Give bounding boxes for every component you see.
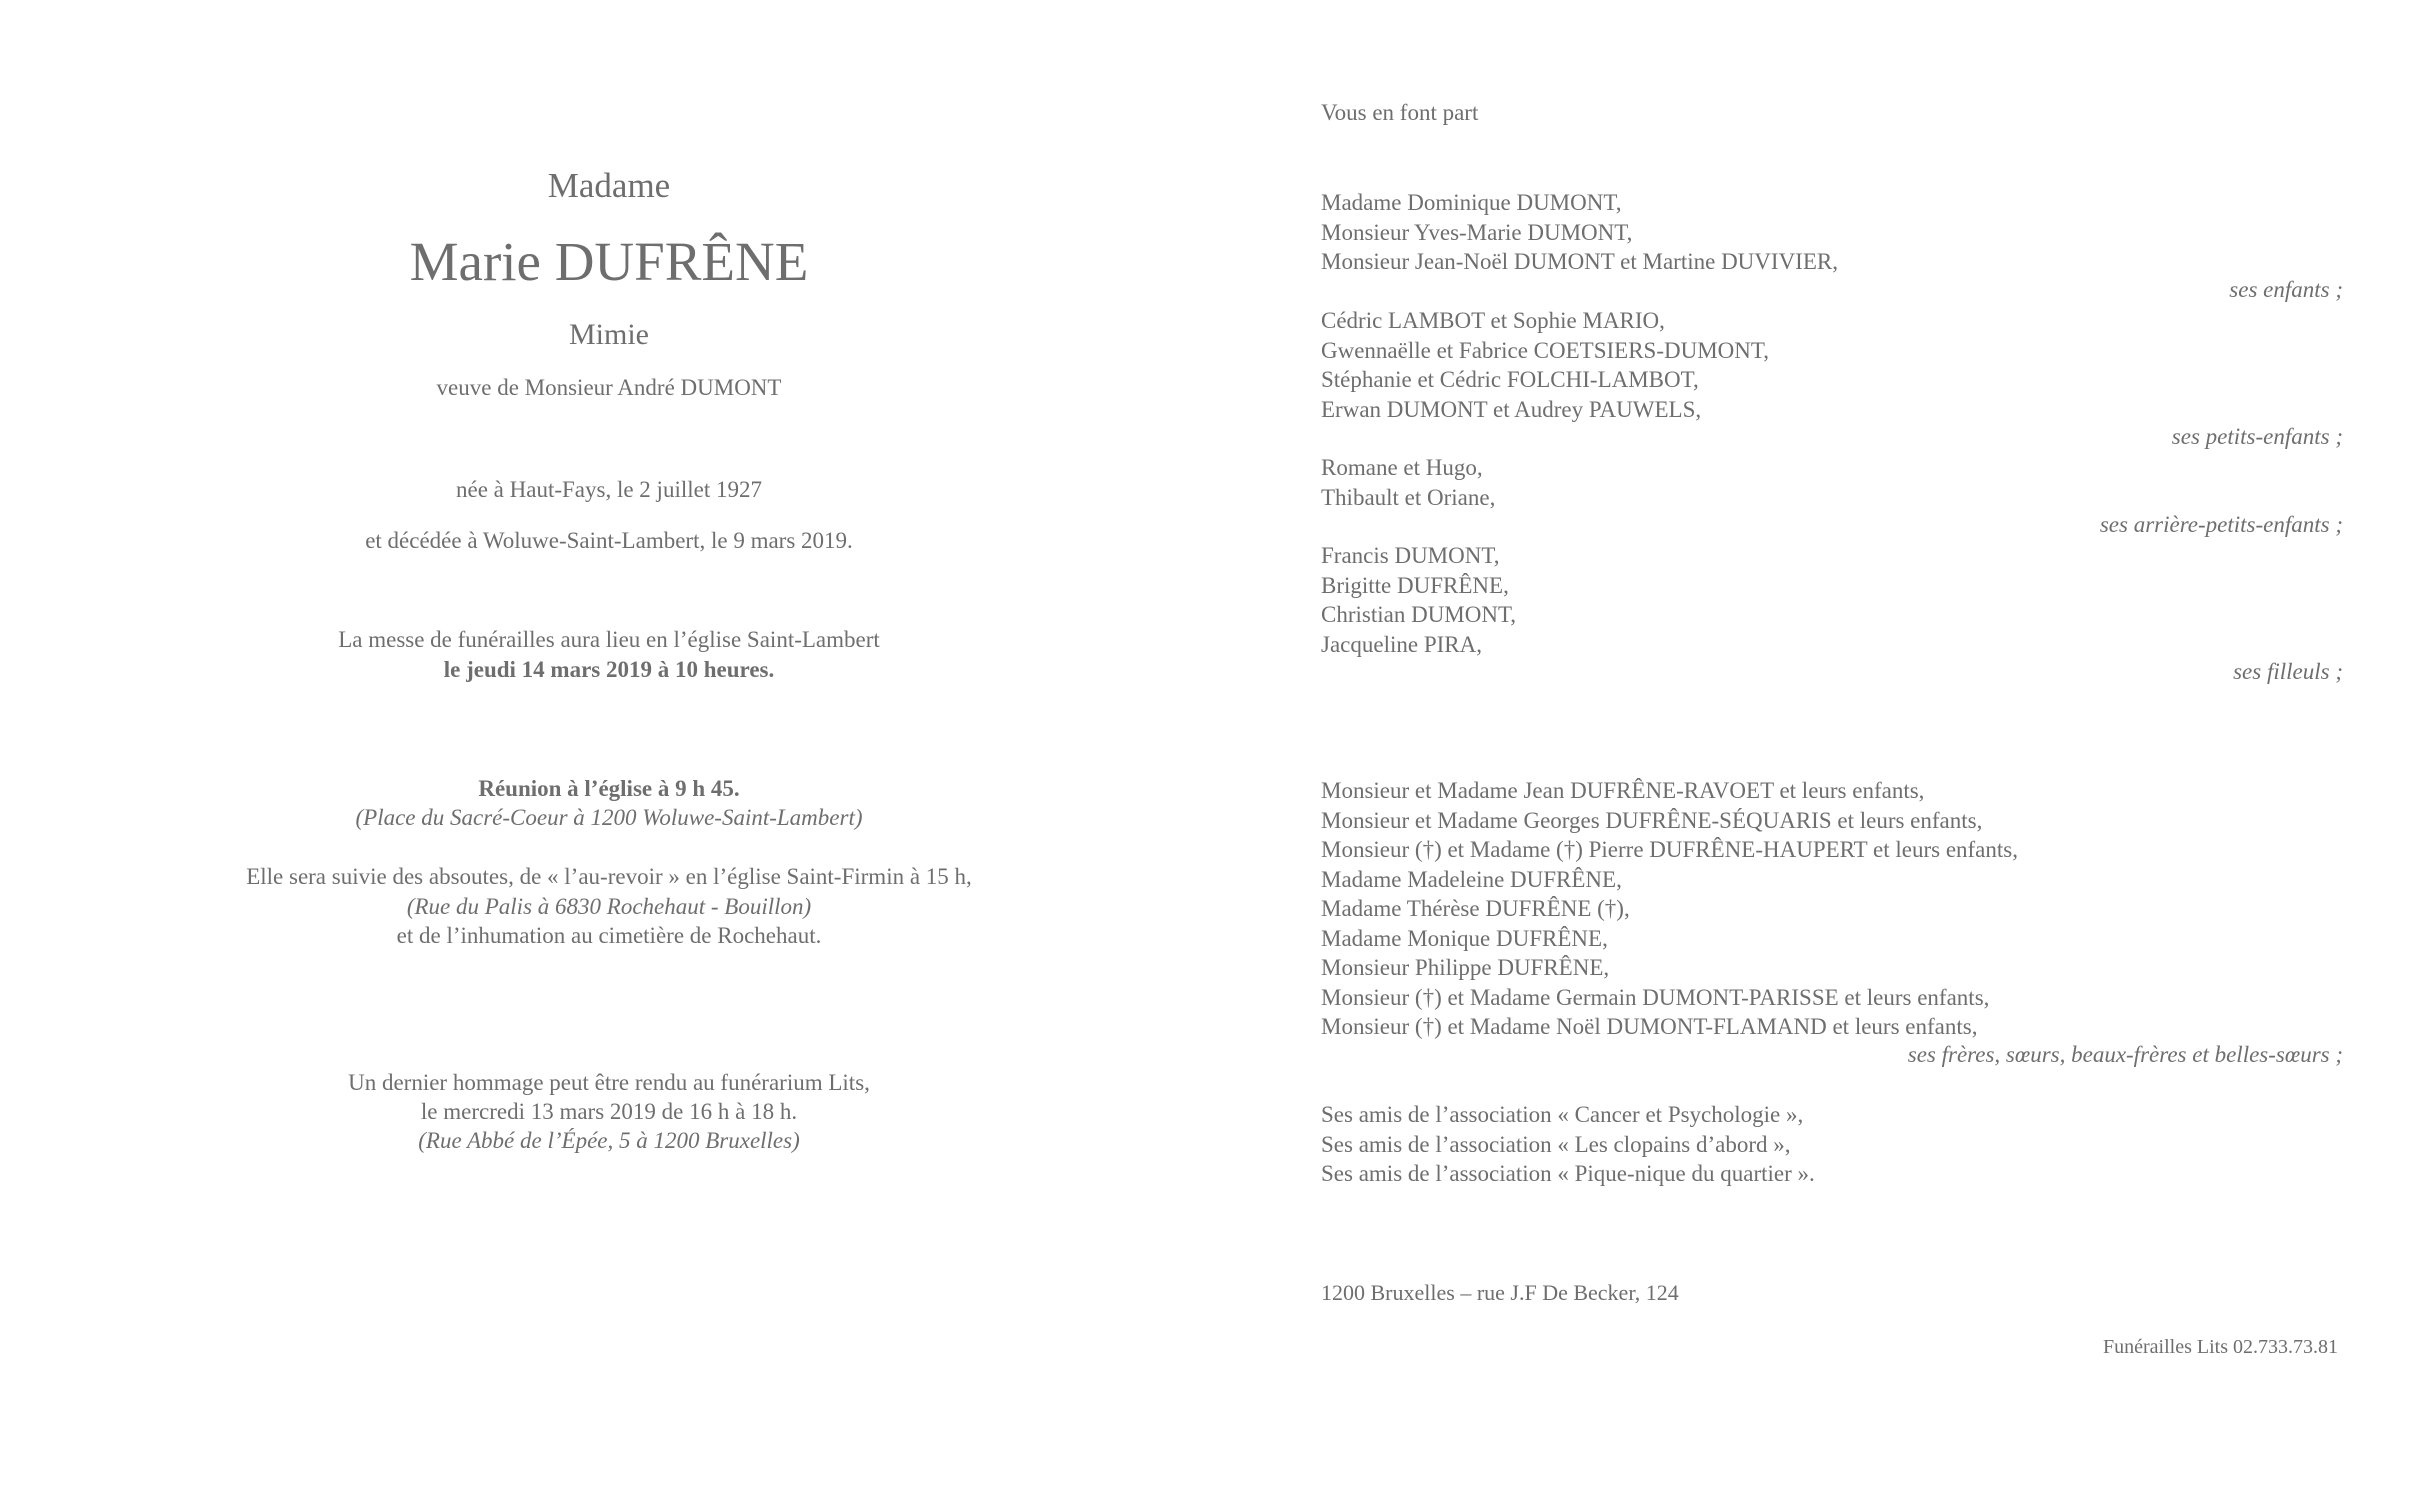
- list-item: Monsieur et Madame Georges DUFRÊNE-SÉQUARIS et leurs enfants,: [1321, 807, 1983, 833]
- homage-line-2: le mercredi 13 mars 2019 de 16 h à 18 h.: [420, 1099, 798, 1124]
- absoutes-address: (Rue du Palis à 6830 Rochehaut - Bouillon): [406, 894, 812, 919]
- list-item: Francis DUMONT,: [1321, 543, 1500, 568]
- siblings-label: ses frères, sœurs, beaux-frères et belles-sœurs ;: [1907, 1042, 2343, 1067]
- meeting-line: Réunion à l’église à 9 h 45.: [478, 776, 740, 801]
- siblings-list: [1321, 776, 2018, 1042]
- mass-line-1: La messe de funérailles aura lieu en l’église Saint-Lambert: [338, 627, 880, 652]
- children-label: ses enfants ;: [2229, 277, 2343, 302]
- list-item: Madame Thérèse DUFRÊNE (†),: [1321, 896, 1630, 921]
- list-item: Madame Dominique DUMONT,: [1321, 190, 1622, 215]
- list-item: Cédric LAMBOT et Sophie MARIO,: [1321, 308, 1665, 333]
- grandchildren-label: ses petits-enfants ;: [2171, 424, 2343, 449]
- widow-line: veuve de Monsieur André DUMONT: [436, 375, 782, 400]
- list-item: Jacqueline PIRA,: [1321, 631, 1482, 657]
- godchildren-list: [1321, 541, 1516, 659]
- list-item: Stéphanie et Cédric FOLCHI-LAMBOT,: [1321, 367, 1699, 392]
- grandchildren-list: [1321, 306, 1769, 424]
- list-item: Ses amis de l’association « Cancer et Psychologie »,: [1321, 1102, 1804, 1127]
- list-item: Monsieur (†) et Madame Noël DUMONT-FLAMAND et leurs enfants,: [1321, 1014, 1978, 1039]
- list-item: Monsieur Jean-Noël DUMONT et Martine DUVIVIER,: [1321, 249, 1838, 274]
- list-item: Romane et Hugo,: [1321, 455, 1483, 480]
- title-madame: Madame: [547, 166, 671, 205]
- great-grandchildren-list: [1321, 453, 1495, 512]
- list-item: Monsieur (†) et Madame (†) Pierre DUFRÊNE-HAUPERT et leurs enfants,: [1321, 837, 2018, 862]
- nickname: Mimie: [569, 318, 649, 351]
- list-item: Monsieur Philippe DUFRÊNE,: [1321, 955, 1610, 980]
- birth-line: née à Haut-Fays, le 2 juillet 1927: [456, 477, 762, 502]
- deceased-name: Marie DUFRÊNE: [409, 231, 809, 292]
- godchildren-label: ses filleuls ;: [2233, 659, 2343, 684]
- list-item: Monsieur Yves-Marie DUMONT,: [1321, 219, 1633, 245]
- list-item: Erwan DUMONT et Audrey PAUWELS,: [1321, 396, 1702, 422]
- list-item: Christian DUMONT,: [1321, 602, 1517, 627]
- burial-line: et de l’inhumation au cimetière de Rochehaut.: [396, 923, 822, 948]
- list-item: Madame Madeleine DUFRÊNE,: [1321, 866, 1622, 892]
- list-item: Ses amis de l’association « Les clopains d’abord »,: [1321, 1131, 1791, 1157]
- list-item: Gwennaëlle et Fabrice COETSIERS-DUMONT,: [1321, 337, 1769, 363]
- list-item: Monsieur et Madame Jean DUFRÊNE-RAVOET et leurs enfants,: [1321, 778, 1925, 803]
- great-grandchildren-label: ses arrière-petits-enfants ;: [2099, 512, 2343, 537]
- intro-line: Vous en font part: [1321, 100, 1479, 125]
- children-list: [1321, 188, 1838, 277]
- address-line: 1200 Bruxelles – rue J.F De Becker, 124: [1321, 1280, 1679, 1305]
- mass-line-2: le jeudi 14 mars 2019 à 10 heures.: [443, 657, 775, 682]
- homage-line-1: Un dernier hommage peut être rendu au funérarium Lits,: [348, 1070, 870, 1095]
- list-item: Brigitte DUFRÊNE,: [1321, 572, 1509, 598]
- list-item: Monsieur (†) et Madame Germain DUMONT-PARISSE et leurs enfants,: [1321, 984, 1990, 1010]
- absoutes-line: Elle sera suivie des absoutes, de « l’au-revoir » en l’église Saint-Firmin à 15 h,: [246, 864, 972, 889]
- friends-list: [1321, 1100, 1815, 1189]
- meeting-address: (Place du Sacré-Coeur à 1200 Woluwe-Saint-Lambert): [355, 805, 863, 830]
- list-item: Ses amis de l’association « Pique-nique du quartier ».: [1321, 1161, 1815, 1186]
- funeral-home: Funérailles Lits 02.733.73.81: [2103, 1336, 2338, 1358]
- list-item: Thibault et Oriane,: [1321, 484, 1496, 510]
- homage-address: (Rue Abbé de l’Épée, 5 à 1200 Bruxelles): [418, 1128, 800, 1153]
- list-item: Madame Monique DUFRÊNE,: [1321, 925, 1608, 951]
- death-line: et décédée à Woluwe-Saint-Lambert, le 9 mars 2019.: [365, 528, 853, 553]
